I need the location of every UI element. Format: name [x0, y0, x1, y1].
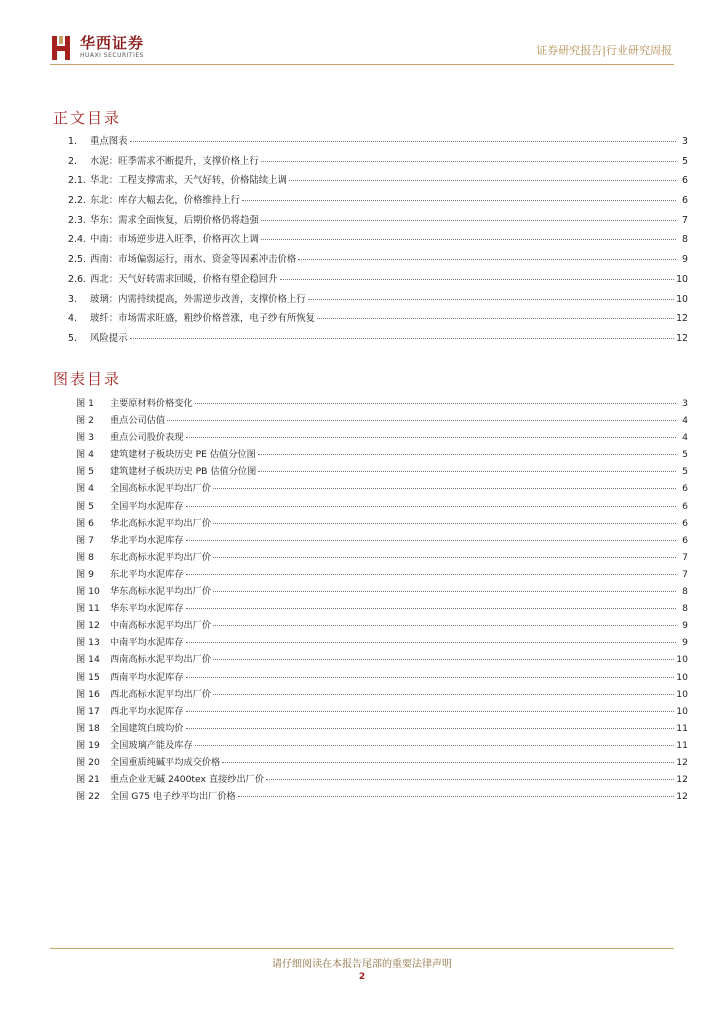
figure-entry-label: 华东平均水泥库存	[110, 603, 184, 615]
dot-leader	[280, 279, 675, 280]
figure-entry[interactable]	[76, 600, 688, 617]
dot-leader	[238, 796, 675, 797]
figure-entry-page: 7	[682, 568, 688, 580]
toc-entry-label: 玻纤：市场需求旺盛，粗纱价格普涨，电子纱有所恢复	[90, 313, 316, 325]
company-logo	[50, 34, 170, 62]
dot-leader	[213, 488, 676, 489]
huaxi-logo-icon	[50, 34, 74, 62]
toc-entry-number: 2.1.	[68, 175, 86, 187]
toc-entry-label: 中南：市场逆步进入旺季，价格再次上调	[90, 234, 259, 246]
toc-entry-page: 9	[682, 254, 688, 266]
dot-leader	[130, 141, 676, 142]
figure-entry[interactable]	[76, 480, 688, 497]
figure-entry-page: 6	[682, 483, 688, 495]
toc-entry-number: 2.4.	[68, 234, 86, 246]
figure-entry[interactable]	[76, 583, 688, 600]
toc-entry-label: 西南：市场偏弱运行，雨水、资金等因素冲击价格	[90, 254, 297, 266]
main-toc	[68, 133, 688, 350]
footer-disclaimer: 请仔细阅读在本报告尾部的重要法律声明	[272, 959, 452, 970]
figure-entry-number: 图 5	[76, 466, 94, 478]
dot-leader	[186, 506, 677, 507]
figure-entry[interactable]	[76, 395, 688, 412]
dot-leader	[213, 591, 676, 592]
figure-entry-page: 8	[682, 603, 688, 615]
dot-leader	[242, 200, 676, 201]
toc-entry-page: 7	[682, 214, 688, 226]
toc-entry[interactable]	[68, 153, 688, 173]
figure-entry-label: 重点公司股价表现	[110, 432, 184, 444]
figure-entry[interactable]	[76, 737, 688, 754]
figure-entry-page: 11	[676, 722, 688, 734]
figure-entry-page: 3	[682, 398, 688, 409]
toc-entry[interactable]	[68, 172, 688, 192]
figure-entry-label: 全国平均水泥库存	[110, 500, 184, 512]
figure-entry[interactable]	[76, 566, 688, 583]
figure-entry-number: 图 17	[76, 705, 100, 717]
figure-entry-number: 图 7	[76, 534, 94, 546]
toc-entry[interactable]	[68, 133, 688, 153]
figure-entry[interactable]	[76, 532, 688, 549]
dot-leader	[258, 454, 676, 455]
main-toc-title: 正文目录	[53, 109, 122, 127]
toc-entry-page: 12	[676, 332, 688, 344]
toc-entry-label: 水泥：旺季需求不断提升，支撑价格上行	[90, 155, 259, 167]
dot-leader	[186, 437, 677, 438]
toc-entry-label: 玻璃：内需持续提高，外需逆步改善，支撑价格上行	[90, 293, 306, 305]
figure-entry-number: 图 1	[76, 398, 94, 409]
figure-entry-label: 中南高标水泥平均出厂价	[110, 620, 212, 632]
dot-leader	[186, 574, 677, 575]
toc-entry-page: 6	[682, 175, 688, 187]
toc-entry-page: 6	[682, 195, 688, 207]
figure-entry-label: 重点企业无碱 2400tex 直接纱出厂价	[110, 774, 265, 786]
figure-entry-number: 图 16	[76, 688, 100, 700]
toc-entry-page: 5	[682, 155, 688, 167]
dot-leader	[261, 239, 676, 240]
figure-entry[interactable]	[76, 754, 688, 771]
toc-entry-number: 2.2.	[68, 195, 86, 207]
figure-entry-number: 图 13	[76, 637, 100, 649]
toc-entry-page: 12	[676, 313, 688, 325]
figure-entry-number: 图 12	[76, 620, 100, 632]
toc-entry[interactable]	[68, 271, 688, 291]
dot-leader	[213, 523, 676, 524]
figure-entry[interactable]	[76, 686, 688, 703]
toc-entry-number: 4.	[68, 313, 77, 325]
toc-entry-number: 1.	[68, 136, 77, 147]
figure-entry[interactable]	[76, 549, 688, 566]
figure-entry-page: 12	[676, 756, 688, 768]
toc-entry[interactable]	[68, 212, 688, 232]
dot-leader	[130, 338, 675, 339]
toc-entry[interactable]	[68, 231, 688, 251]
figure-entry[interactable]	[76, 515, 688, 532]
figure-entry[interactable]	[76, 703, 688, 720]
figure-entry[interactable]	[76, 788, 688, 805]
figure-entry-label: 中南平均水泥库存	[110, 637, 184, 649]
toc-entry-label: 华北：工程支撑需求，天气好转，价格陆续上调	[90, 175, 287, 187]
toc-entry-number: 2.	[68, 155, 77, 167]
report-type: 证券研究报告|行业研究周报	[536, 44, 672, 57]
figure-entry-label: 重点公司估值	[110, 415, 166, 427]
figure-entry-label: 主要原材料价格变化	[110, 398, 193, 409]
toc-entry[interactable]	[68, 310, 688, 330]
figure-entry-page: 9	[682, 637, 688, 649]
figure-entry-page: 6	[682, 500, 688, 512]
dot-leader	[261, 220, 676, 221]
dot-leader	[213, 625, 676, 626]
figure-entry-page: 12	[676, 791, 688, 803]
figure-entry-label: 东北平均水泥库存	[110, 568, 184, 580]
figure-entry-page: 7	[682, 551, 688, 563]
figure-entry-number: 图 5	[76, 500, 94, 512]
toc-entry-number: 3.	[68, 293, 77, 305]
figure-entry-number: 图 4	[76, 483, 94, 495]
toc-entry-page: 3	[682, 136, 688, 147]
figure-entry-number: 图 9	[76, 568, 94, 580]
toc-entry[interactable]	[68, 192, 688, 212]
figure-entry-number: 图 11	[76, 603, 100, 615]
dot-leader	[186, 677, 675, 678]
figure-entry-number: 图 15	[76, 671, 100, 683]
figure-entry[interactable]	[76, 463, 688, 480]
figure-entry-page: 8	[682, 586, 688, 598]
dot-leader	[186, 711, 675, 712]
figure-entry[interactable]	[76, 720, 688, 737]
dot-leader	[167, 420, 676, 421]
figure-entry-label: 西南高标水泥平均出厂价	[110, 654, 212, 666]
figure-entry-label: 华北高标水泥平均出厂价	[110, 517, 212, 529]
page-header	[0, 0, 724, 70]
figure-entry-label: 西南平均水泥库存	[110, 671, 184, 683]
figure-entry-number: 图 20	[76, 756, 100, 768]
dot-leader	[266, 779, 674, 780]
figure-entry[interactable]	[76, 651, 688, 668]
header-divider	[50, 64, 674, 65]
figure-entry-number: 图 2	[76, 415, 94, 427]
figure-entry-page: 5	[682, 449, 688, 461]
figure-entry-page: 10	[676, 671, 688, 683]
toc-entry-number: 5.	[68, 332, 77, 344]
dot-leader	[308, 299, 674, 300]
figure-entry-page: 11	[676, 739, 688, 751]
figure-entry-label: 全国高标水泥平均出厂价	[110, 483, 212, 495]
toc-entry[interactable]	[68, 251, 688, 271]
figure-entry-number: 图 3	[76, 432, 94, 444]
logo-english-name: HUAXI SECURITIES	[80, 52, 144, 59]
figure-entry-number: 图 6	[76, 517, 94, 529]
figure-entry-label: 华东高标水泥平均出厂价	[110, 586, 212, 598]
dot-leader	[289, 180, 676, 181]
toc-entry-label: 重点图表	[90, 136, 128, 147]
figure-entry[interactable]	[76, 429, 688, 446]
dot-leader	[213, 557, 676, 558]
figure-entry-label: 全国建筑白玻均价	[110, 722, 184, 734]
toc-entry-label: 华东：需求全面恢复，后期价格仍将趋强	[90, 214, 259, 226]
figure-entry-number: 图 22	[76, 791, 100, 803]
dot-leader	[195, 745, 675, 746]
figure-entry[interactable]	[76, 669, 688, 686]
logo-chinese-name: 华西证券	[80, 34, 145, 52]
figure-entry[interactable]	[76, 498, 688, 515]
dot-leader	[261, 161, 676, 162]
figure-entry-page: 6	[682, 517, 688, 529]
toc-entry-label: 风险提示	[90, 332, 128, 344]
dot-leader	[186, 728, 675, 729]
figure-entry-label: 全国 G75 电子纱平均出厂价格	[110, 791, 236, 803]
figure-entry[interactable]	[76, 446, 688, 463]
figure-entry-page: 5	[682, 466, 688, 478]
figure-entry-label: 西北平均水泥库存	[110, 705, 184, 717]
figure-entry-page: 6	[682, 534, 688, 546]
dot-leader	[213, 694, 674, 695]
figure-entry-label: 建筑建材子板块历史 PB 估值分位图	[110, 466, 257, 478]
figure-entry-page: 10	[676, 705, 688, 717]
figure-entry-page: 10	[676, 688, 688, 700]
toc-entry-number: 2.5.	[68, 254, 86, 266]
toc-entry-label: 西北：天气好转需求回暖，价格有望企稳回升	[90, 273, 278, 285]
figure-entry[interactable]	[76, 634, 688, 651]
dot-leader	[186, 608, 677, 609]
toc-entry[interactable]	[68, 330, 688, 350]
figure-entry-number: 图 8	[76, 551, 94, 563]
dot-leader	[222, 762, 674, 763]
toc-entry-number: 2.3.	[68, 214, 86, 226]
figure-entry-number: 图 14	[76, 654, 100, 666]
toc-entry-page: 10	[676, 293, 688, 305]
figure-entry-page: 10	[676, 654, 688, 666]
dot-leader	[186, 540, 677, 541]
figure-toc-title: 图表目录	[53, 370, 122, 388]
figure-entry[interactable]	[76, 617, 688, 634]
dot-leader	[195, 403, 676, 404]
figure-entry-number: 图 10	[76, 586, 100, 598]
toc-entry-page: 8	[682, 234, 688, 246]
dot-leader	[213, 659, 674, 660]
figure-entry[interactable]	[76, 771, 688, 788]
figure-entry-page: 12	[676, 774, 688, 786]
figure-toc	[76, 395, 688, 805]
figure-entry-page: 9	[682, 620, 688, 632]
dot-leader	[298, 259, 676, 260]
toc-entry-number: 2.6.	[68, 273, 86, 285]
figure-entry-label: 东北高标水泥平均出厂价	[110, 551, 212, 563]
figure-entry[interactable]	[76, 412, 688, 429]
figure-entry-number: 图 4	[76, 449, 94, 461]
toc-entry-label: 东北：库存大幅去化，价格维持上行	[90, 195, 241, 207]
page-number: 2	[358, 972, 366, 982]
dot-leader	[258, 471, 676, 472]
figure-entry-label: 西北高标水泥平均出厂价	[110, 688, 212, 700]
toc-entry[interactable]	[68, 291, 688, 311]
figure-entry-label: 华北平均水泥库存	[110, 534, 184, 546]
toc-entry-page: 10	[676, 273, 688, 285]
footer-divider	[50, 948, 674, 949]
figure-entry-number: 图 21	[76, 774, 100, 786]
figure-entry-label: 全国玻璃产能及库存	[110, 739, 193, 751]
figure-entry-page: 4	[682, 415, 688, 427]
figure-entry-number: 图 18	[76, 722, 100, 734]
figure-entry-label: 全国重质纯碱平均成交价格	[110, 756, 221, 768]
dot-leader	[186, 642, 677, 643]
figure-entry-page: 4	[682, 432, 688, 444]
figure-entry-number: 图 19	[76, 739, 100, 751]
dot-leader	[317, 318, 674, 319]
figure-entry-label: 建筑建材子板块历史 PE 估值分位图	[110, 449, 256, 461]
